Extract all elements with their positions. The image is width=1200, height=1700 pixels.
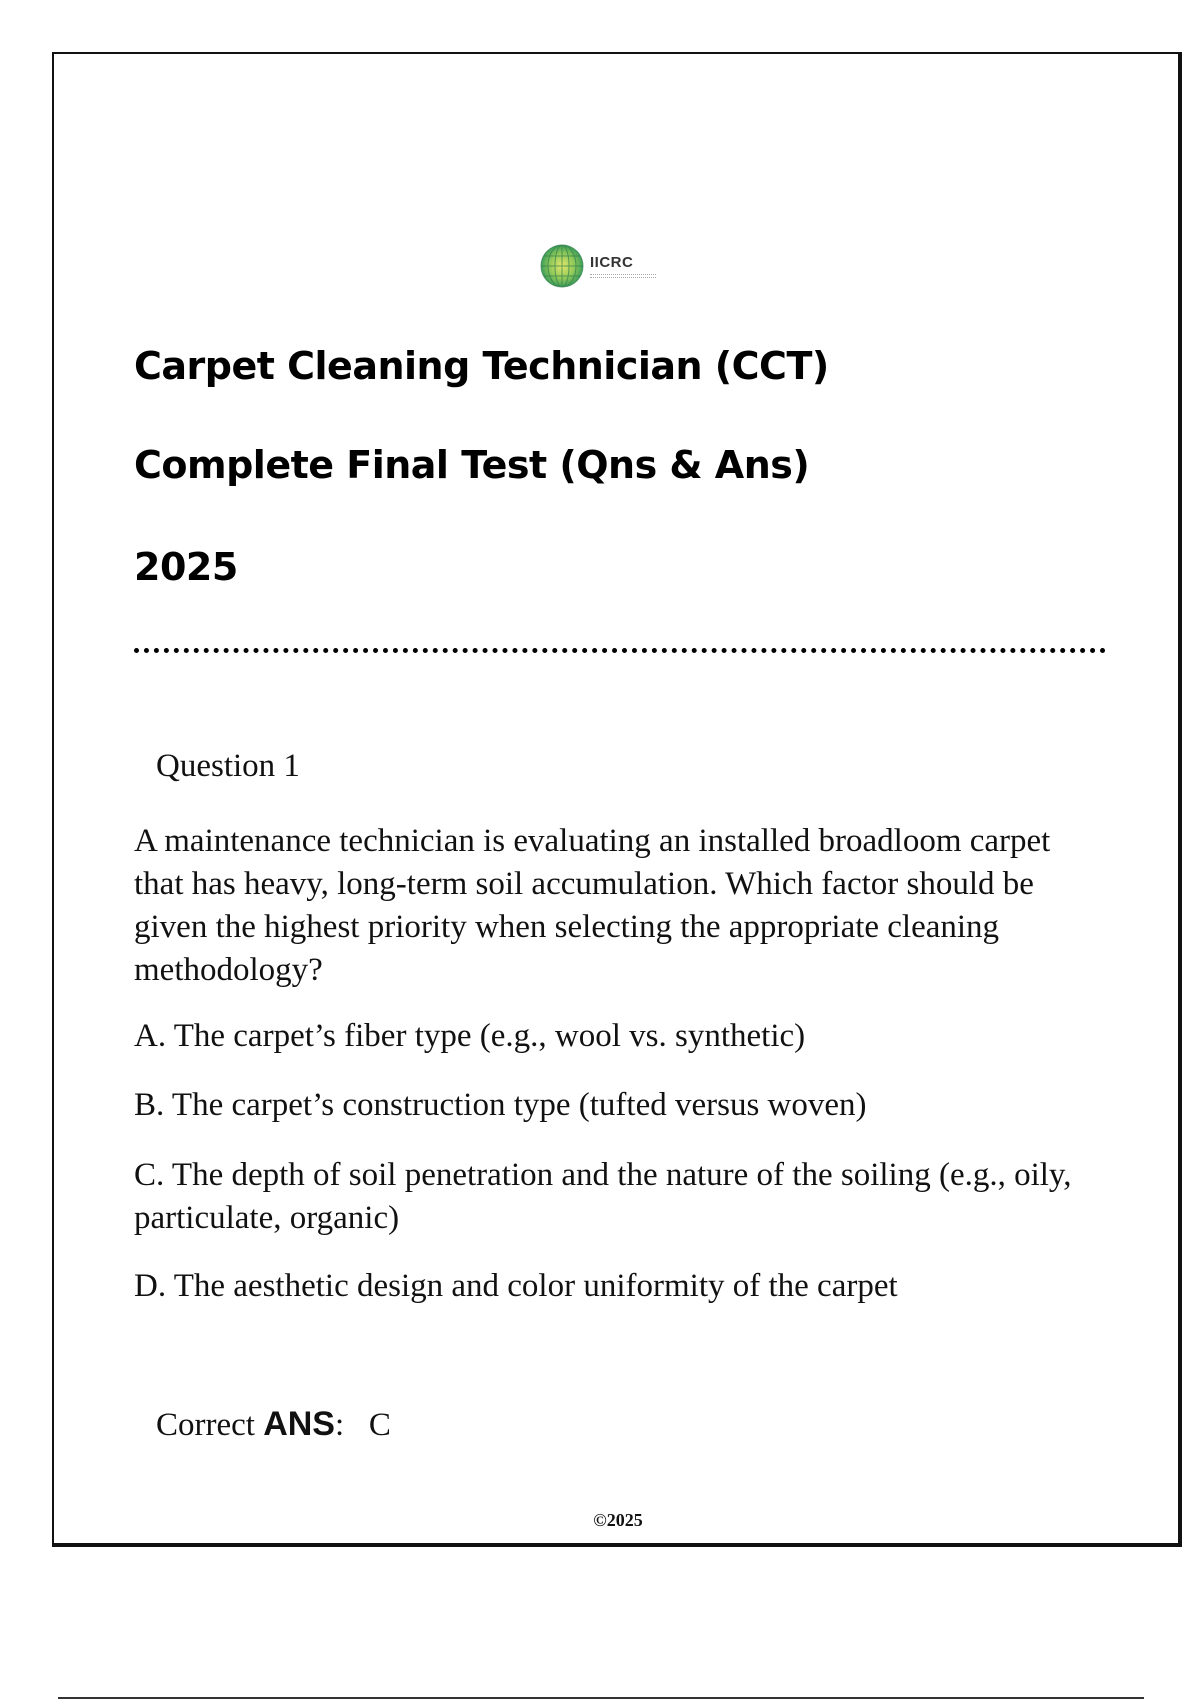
correct-answer xyxy=(156,1405,391,1444)
dotted-divider xyxy=(134,648,1106,653)
title-line-1: Carpet Cleaning Technician (CCT) xyxy=(134,344,829,388)
answer-label: ANS xyxy=(263,1405,335,1443)
option-b: B. The carpet’s construction type (tufted versus woven) xyxy=(134,1087,867,1123)
iicrc-logo xyxy=(540,244,656,288)
logo-tagline-lines xyxy=(590,274,656,278)
title-year: 2025 xyxy=(134,545,238,589)
question-text: A maintenance technician is evaluating an installed broadloom carpet that has heavy, long-term soil accumulation. Which factor should be given the highest priority when selecting the appropriate cleaning methodology? xyxy=(134,823,1051,988)
option-a: A. The carpet’s fiber type (e.g., wool vs. synthetic) xyxy=(134,1018,806,1054)
globe-icon xyxy=(540,244,584,288)
logo-name: IICRC xyxy=(590,253,634,271)
option-c: C. The depth of soil penetration and the nature of the soiling (e.g., oily, particulate, organic) xyxy=(134,1157,1072,1236)
answer-value: C xyxy=(368,1407,391,1443)
option-d: D. The aesthetic design and color uniformity of the carpet xyxy=(134,1268,898,1304)
copyright: ©2025 xyxy=(593,1510,643,1530)
question-label: Question 1 xyxy=(156,748,300,784)
answer-prefix: Correct xyxy=(156,1407,264,1443)
answer-colon: : xyxy=(335,1407,345,1443)
title-line-2: Complete Final Test (Qns & Ans) xyxy=(134,443,810,487)
bottom-rule xyxy=(58,1697,1144,1699)
